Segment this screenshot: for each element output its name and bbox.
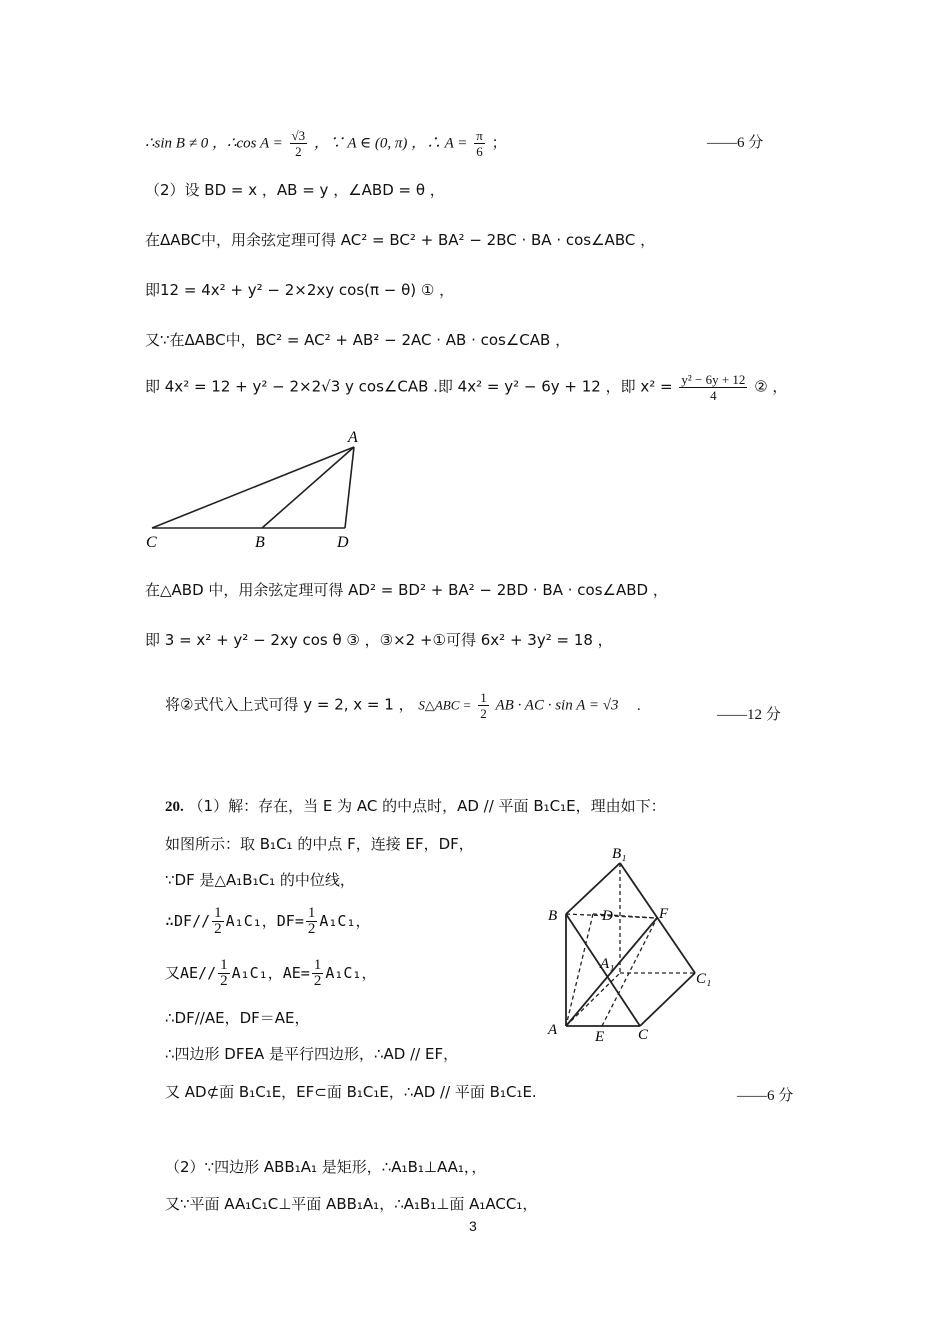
- fraction-eq2: $\frac{\text{y² − 6y + 12}}{4}$: [681, 372, 746, 403]
- label-A1: A₁: [600, 956, 615, 972]
- label-A: A: [348, 429, 358, 446]
- fraction-one-half: $\frac{1}{2}$: [480, 690, 487, 721]
- q20-line5: 又AE// $\frac{1}{2}$ A₁C₁，AE= $\frac{1}{2}$ A₁C₁，: [165, 957, 377, 989]
- score-12: ——12 分: [717, 707, 781, 723]
- line-eq3: 即 3 = x² + y² − 2xy cos θ ③ ，③×2 +①可得 6x² + 3y² = 18 ，: [145, 631, 613, 649]
- label-E: E: [595, 1029, 605, 1045]
- q20-line8: 又 AD⊄面 B₁C₁E，EF⊂面 B₁C₁E，∴AD // 平面 B₁C₁E.: [165, 1083, 537, 1101]
- q20-line3: ∵DF 是△A₁B₁C₁ 的中位线，: [165, 871, 355, 889]
- prism-figure: [540, 838, 730, 1048]
- segment-ba: [262, 447, 354, 528]
- score-q20-6: ——6 分: [737, 1088, 794, 1104]
- q20-line1: 20. （1）解：存在，当 E 为 AC 的中点时，AD // 平面 B₁C₁E，理由如下：: [165, 797, 666, 815]
- label-D: D: [337, 534, 349, 551]
- q20-line9: （2）∵四边形 ABB₁A₁ 是矩形，∴A₁B₁⊥AA₁，，: [165, 1158, 487, 1176]
- q20-line4: ∴DF// $\frac{1}{2}$ A₁C₁，DF= $\frac{1}{2}$ A₁C₁，: [165, 905, 371, 937]
- label-C1: C₁: [696, 971, 712, 987]
- triangle-figure: [140, 425, 370, 555]
- page-number: 3: [469, 1218, 477, 1234]
- q20-line10: 又∵平面 AA₁C₁C⊥平面 ABB₁A₁，∴A₁B₁⊥面 A₁ACC₁，: [165, 1195, 538, 1213]
- label-C: C: [638, 1027, 649, 1043]
- line-eq2: 即 4x² = 12 + y² − 2×2√3 y cos∠CAB .即 4x² = y² − 6y + 12 ，即 x² = $\frac{\text{y² − 6y + 12}}{4}$ ② ，: [145, 372, 788, 403]
- segment-ca: [152, 447, 354, 528]
- fraction-sqrt3-over-2: $\frac{√3}{2}$: [291, 128, 306, 159]
- line-cosine-law-bc: 又∵在ΔABC中，BC² = AC² + AB² − 2AC · AB · cos∠CAB ，: [145, 331, 571, 349]
- q20-line2: 如图所示：取 B₁C₁ 的中点 F，连接 EF，DF，: [165, 835, 474, 853]
- line-set-variables: （2）设 BD = x ，AB = y ，∠ABD = θ ，: [145, 181, 445, 199]
- label-B: B: [255, 534, 265, 551]
- label-C: C: [146, 534, 157, 551]
- line-cosine-law-abc: 在ΔABC中，用余弦定理可得 AC² = BC² + BA² − 2BC · BA · cos∠ABC ，: [145, 231, 656, 249]
- label-B1: B₁: [612, 846, 627, 862]
- line-sinB: ∴sin B ≠ 0 ，∴cos A = $\frac{√3}{2}$ ，∵ A ∈ (0, π) ，∴ A = $\frac{\pi}{6}$ ；: [145, 128, 507, 159]
- line-area: 将②式代入上式可得 y = 2, x = 1 ， S△ABC = $\frac{1}{2}$ AB · AC · sin A = √3 .: [165, 690, 641, 721]
- label-A: A: [548, 1022, 558, 1038]
- line-eq1: 即12 = 4x² + y² − 2×2xy cos(π − θ) ① ，: [145, 281, 455, 299]
- score-6: ——6 分: [707, 135, 764, 151]
- q20-line7: ∴四边形 DFEA 是平行四边形，∴AD // EF，: [165, 1045, 459, 1063]
- label-D: D: [602, 908, 613, 924]
- fraction-pi-over-6: $\frac{\pi}{6}$: [476, 128, 483, 159]
- label-F: F: [659, 906, 669, 922]
- q20-line6: ∴DF//AE，DF＝AE，: [165, 1009, 310, 1027]
- label-B: B: [548, 908, 558, 924]
- line-cosine-law-abd: 在△ABD 中，用余弦定理可得 AD² = BD² + BA² − 2BD · BA · cos∠ABD ，: [145, 581, 668, 599]
- segment-da: [345, 447, 354, 528]
